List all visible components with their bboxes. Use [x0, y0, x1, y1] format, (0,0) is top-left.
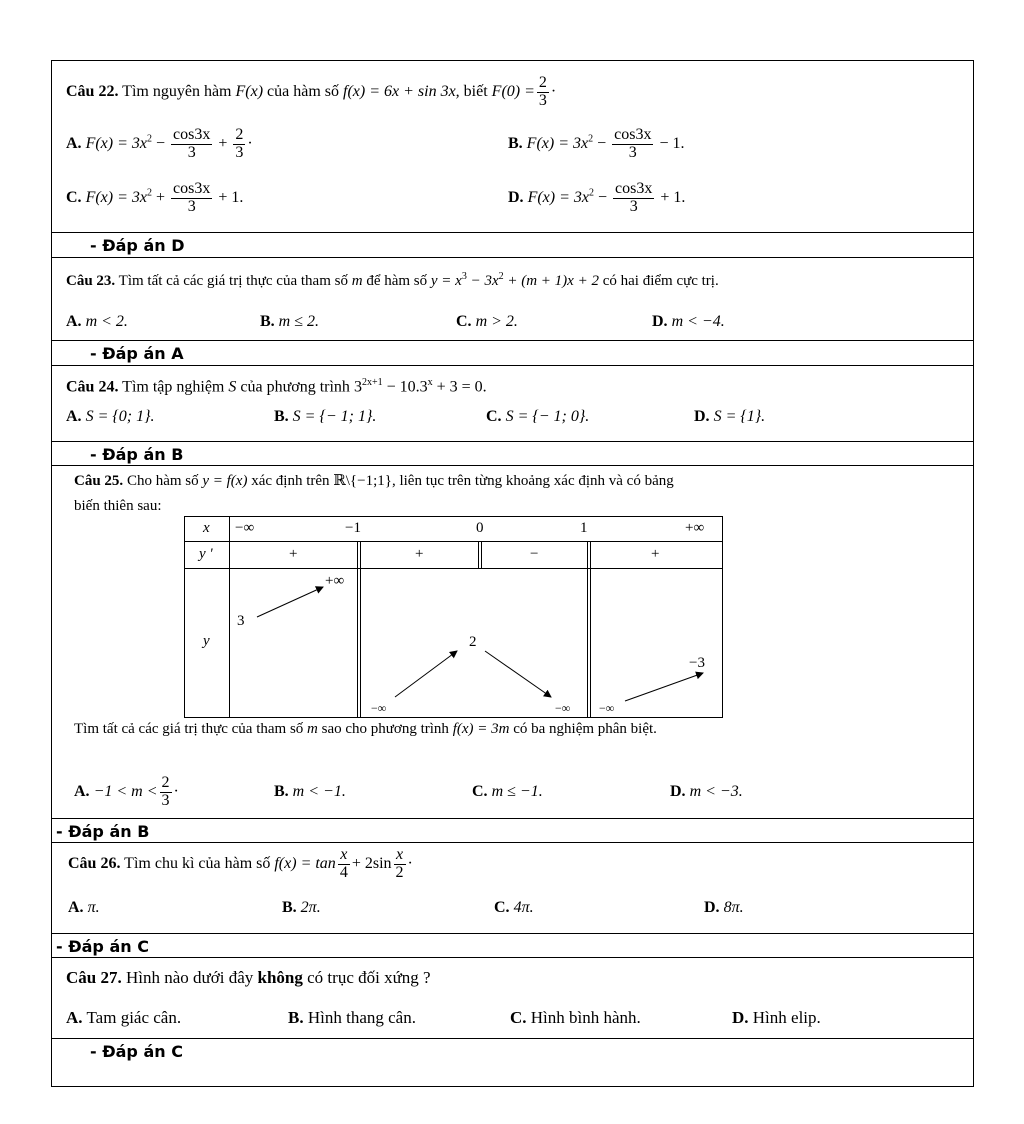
- q26-mid: + 2sin: [351, 854, 392, 872]
- q23-s3: 3: [461, 271, 467, 282]
- q25-c-label: C.: [472, 783, 488, 800]
- q27-answer: - Đáp án C: [90, 1042, 183, 1061]
- q26-frac1: [338, 847, 350, 882]
- q27-c-label: C.: [510, 1008, 527, 1027]
- q22-stem: [66, 75, 556, 110]
- q22-c-fn: cos3x: [173, 180, 211, 197]
- q23-option-a[interactable]: [66, 313, 128, 331]
- q25-question-text: Tìm tất cả các giá trị thực của tham số: [74, 721, 304, 737]
- q23-d-label: D.: [652, 313, 668, 330]
- vt-x-4: +∞: [685, 520, 705, 536]
- q22-a-post: +: [214, 134, 232, 152]
- q22-cond: F(0) =: [491, 82, 535, 100]
- q26-option-d[interactable]: [704, 899, 744, 917]
- q23-label: Câu 23.: [66, 273, 116, 289]
- q22-b-mid: −: [593, 134, 611, 152]
- q25-question3: có ba nghiệm phân biệt.: [513, 721, 657, 737]
- q24-stem: [66, 377, 487, 396]
- q22-b-fd: 3: [628, 143, 637, 161]
- q23-answer: - Đáp án A: [90, 344, 184, 363]
- q23-stem: [66, 271, 719, 290]
- q25-d-label: D.: [670, 783, 686, 800]
- q22-text2: của hàm số: [267, 82, 339, 100]
- q24-eq3: + 3 = 0.: [432, 378, 487, 396]
- q26-option-a[interactable]: [68, 899, 100, 917]
- q26-n2: x: [394, 847, 406, 865]
- q22-a-fn: cos3x: [173, 126, 211, 143]
- q27-option-a[interactable]: [66, 1008, 181, 1028]
- q23-option-c[interactable]: [456, 313, 518, 331]
- q25-domain: ℝ\{−1;1},: [333, 473, 396, 489]
- q22-b-fn: cos3x: [614, 126, 652, 143]
- vt-sign-0: +: [289, 546, 298, 562]
- q25-answer-row: [52, 818, 973, 843]
- q23-m: m: [351, 273, 363, 289]
- exam-sheet: [51, 60, 974, 1087]
- q25-b-label: B.: [274, 783, 289, 800]
- q25-option-c[interactable]: [472, 783, 543, 801]
- q22-label: Câu 22.: [66, 82, 119, 100]
- arrow-up-2: [395, 651, 457, 697]
- q22-cond-num: 2: [538, 74, 547, 91]
- q23-b-label: B.: [260, 313, 275, 330]
- q24-option-c[interactable]: [486, 408, 589, 426]
- q26-frac2: [394, 847, 406, 882]
- q25-option-d[interactable]: [670, 783, 743, 801]
- q27-text1: Hình nào dưới đây: [125, 968, 254, 987]
- q26-option-b[interactable]: [282, 899, 321, 917]
- q24-b-label: B.: [274, 408, 289, 425]
- q27-b-label: B.: [288, 1008, 304, 1027]
- q25-d-val: m < −3.: [689, 783, 743, 800]
- q22-a-frac: [171, 127, 212, 162]
- q27-row-top: [52, 957, 973, 958]
- q27-a-label: A.: [66, 1008, 83, 1027]
- q25-b-val: m < −1.: [292, 783, 346, 800]
- q22-answer: - Đáp án D: [90, 236, 185, 255]
- vt-y-minus3: −3: [689, 655, 705, 671]
- vt-x-0: −∞: [235, 520, 255, 536]
- vt-sign-1: +: [415, 546, 424, 562]
- q27-stem: [66, 968, 431, 988]
- q27-d-val: Hình elip.: [752, 1008, 821, 1027]
- q23-option-b[interactable]: [260, 313, 319, 331]
- vt-y-label: y: [203, 633, 210, 649]
- q25-row-top: [52, 465, 973, 466]
- q23-c-label: C.: [456, 313, 472, 330]
- q27-option-d[interactable]: [732, 1008, 821, 1028]
- q24-row-top: [52, 365, 973, 366]
- q27-a-val: Tam giác cân.: [86, 1008, 182, 1027]
- q23-fn3: + (m + 1)x + 2: [503, 273, 599, 289]
- q22-c-sup: 2: [147, 187, 152, 199]
- q27-option-b[interactable]: [288, 1008, 416, 1028]
- vt-y-minusinf-3: −∞: [599, 701, 615, 715]
- vt-yp-label: y ': [199, 546, 213, 562]
- q23-answer-row: [52, 340, 973, 365]
- q26-d-val: 8π.: [723, 899, 744, 916]
- q25-text3: liên tục trên từng khoảng xác định và có bảng: [399, 473, 674, 489]
- q24-option-a[interactable]: [66, 408, 154, 426]
- q22-a-fd: 3: [187, 143, 196, 161]
- vt-arrows: [185, 517, 722, 717]
- q24-c-val: S = {− 1; 0}.: [505, 408, 590, 425]
- q25-stem: [74, 471, 674, 490]
- q24-option-d[interactable]: [694, 408, 765, 426]
- q22-c-post: + 1.: [214, 188, 244, 206]
- q25-a-end: ·: [173, 782, 179, 800]
- q25-question: [74, 721, 657, 738]
- q22-option-c[interactable]: [66, 181, 243, 216]
- q27-text2: có trục đối xứng ?: [307, 968, 431, 987]
- q24-text: Tìm tập nghiệm: [122, 378, 225, 396]
- q25-question2: sao cho phương trình: [321, 721, 449, 737]
- q25-text4: biến thiên sau:: [74, 498, 162, 514]
- q22-a-pn: 2: [235, 126, 244, 143]
- q22-b-sup: 2: [588, 133, 594, 145]
- q24-exp1: 2x+1: [361, 377, 383, 388]
- arrow-up-3: [625, 673, 703, 701]
- arrow-down: [485, 651, 551, 697]
- q22-a-pd: 3: [235, 143, 244, 161]
- q22-b-label: B.: [508, 134, 523, 152]
- q26-row-top: [52, 842, 973, 843]
- q22-tail: ·: [550, 82, 557, 100]
- q22-d-pre: F(x) = 3x: [527, 188, 589, 206]
- q22-answer-row: [52, 232, 973, 257]
- q22-a-sup: 2: [147, 133, 152, 145]
- q22-Fx: F(x): [235, 82, 264, 100]
- q22-d-frac: [613, 181, 654, 216]
- q22-a-end: ·: [247, 134, 253, 152]
- q22-d-fn: cos3x: [615, 180, 653, 197]
- q24-a-label: A.: [66, 408, 82, 425]
- q22-c-fd: 3: [187, 197, 196, 215]
- q26-pre: f(x) = tan: [274, 854, 336, 872]
- q27-answer-row: [52, 1038, 973, 1086]
- variation-table: [184, 516, 723, 718]
- q23-fn: y = x: [430, 273, 462, 289]
- q26-c-label: C.: [494, 899, 510, 916]
- vt-sign-3: +: [651, 546, 660, 562]
- q25-option-a[interactable]: [74, 775, 179, 810]
- q25-text: Cho hàm số: [126, 473, 199, 489]
- q26-n1: x: [338, 847, 350, 865]
- q22-text1: Tìm nguyên hàm: [122, 82, 232, 100]
- q25-eq: f(x) = 3m: [452, 721, 510, 737]
- q26-b-label: B.: [282, 899, 297, 916]
- q25-a-label: A.: [74, 782, 90, 800]
- q26-d2: 2: [395, 863, 404, 881]
- q23-text3: có hai điểm cực trị.: [602, 273, 719, 289]
- q22-cond-frac: [537, 75, 549, 110]
- q25-answer: - Đáp án B: [56, 822, 150, 841]
- vt-x-1: −1: [345, 520, 361, 536]
- q24-eq1: 3: [353, 378, 362, 396]
- q22-d-sup: 2: [589, 187, 594, 199]
- q22-b-post: − 1.: [655, 134, 685, 152]
- vt-y-minusinf-2: −∞: [555, 701, 571, 715]
- q22-d-mid: −: [594, 188, 612, 206]
- q24-b-val: S = {− 1; 1}.: [292, 408, 377, 425]
- q22-d-fd: 3: [629, 197, 638, 215]
- q22-option-b[interactable]: [508, 127, 685, 162]
- q26-text: Tìm chu kì của hàm số: [124, 854, 271, 872]
- q23-a-label: A.: [66, 313, 82, 330]
- q22-cond-den: 3: [538, 91, 547, 109]
- q22-c-mid: +: [152, 188, 170, 206]
- q26-b-val: 2π.: [300, 899, 321, 916]
- q22-b-frac: [612, 127, 653, 162]
- q26-stem: [68, 847, 413, 882]
- q26-d-label: D.: [704, 899, 720, 916]
- q24-c-label: C.: [486, 408, 502, 425]
- q25-text2: xác định trên: [251, 473, 330, 489]
- q25-option-b[interactable]: [274, 783, 346, 801]
- q26-end: ·: [407, 854, 413, 872]
- vt-y-3: 3: [237, 613, 245, 629]
- q27-option-c[interactable]: [510, 1008, 641, 1028]
- q24-answer: - Đáp án B: [90, 445, 184, 464]
- q27-d-label: D.: [732, 1008, 749, 1027]
- q26-a-val: π.: [87, 899, 100, 916]
- q24-text2: của phương trình: [240, 378, 350, 396]
- q22-a-frac2: [233, 127, 245, 162]
- q24-label: Câu 24.: [66, 378, 119, 396]
- q22-d-label: D.: [508, 188, 524, 206]
- q24-a-val: S = {0; 1}.: [85, 408, 155, 425]
- vt-y-plusinf: +∞: [325, 573, 345, 589]
- q22-option-d[interactable]: [508, 181, 685, 216]
- q26-answer-row: [52, 933, 973, 958]
- q23-s2: 2: [498, 271, 504, 282]
- q24-d-val: S = {1}.: [713, 408, 766, 425]
- vt-y-minusinf-1: −∞: [371, 701, 387, 715]
- vt-y-2: 2: [469, 634, 477, 650]
- q23-a-val: m < 2.: [85, 313, 128, 330]
- q25-a-pre: −1 < m <: [93, 782, 158, 800]
- q26-label: Câu 26.: [68, 854, 121, 872]
- vt-x-2: 0: [476, 520, 484, 536]
- q26-d1: 4: [339, 863, 348, 881]
- q25-label: Câu 25.: [74, 473, 124, 489]
- q25-a-d: 3: [161, 791, 170, 809]
- q26-answer: - Đáp án C: [56, 937, 149, 956]
- q23-text: Tìm tất cả các giá trị thực của tham số: [118, 273, 348, 289]
- q27-b-val: Hình thang cân.: [307, 1008, 416, 1027]
- q25-c-val: m ≤ −1.: [491, 783, 543, 800]
- q23-row-top: [52, 257, 973, 258]
- arrow-up-1: [257, 587, 323, 617]
- q27-c-val: Hình bình hành.: [530, 1008, 641, 1027]
- q26-c-val: 4π.: [513, 899, 534, 916]
- q22-c-frac: [171, 181, 212, 216]
- q22-b-pre: F(x) = 3x: [526, 134, 589, 152]
- q25-a-n: 2: [161, 774, 170, 791]
- vt-x-label: x: [203, 520, 210, 536]
- q22-option-a[interactable]: [66, 127, 253, 162]
- q23-text2: để hàm số: [366, 273, 428, 289]
- q24-S: S: [228, 378, 237, 396]
- q24-d-label: D.: [694, 408, 710, 425]
- q22-fx: f(x) = 6x + sin 3x,: [343, 82, 460, 100]
- q23-fn2: − 3x: [466, 273, 499, 289]
- q23-b-val: m ≤ 2.: [278, 313, 320, 330]
- q24-exp2: x: [427, 377, 433, 388]
- q26-a-label: A.: [68, 899, 84, 916]
- q22-c-label: C.: [66, 188, 82, 206]
- vt-sign-2: −: [530, 546, 539, 562]
- q22-a-mid: −: [152, 134, 170, 152]
- q27-bold: không: [257, 968, 303, 987]
- q24-answer-row: [52, 441, 973, 466]
- q23-option-d[interactable]: [652, 313, 725, 331]
- q22-text3: biết: [463, 82, 488, 100]
- q23-d-val: m < −4.: [671, 313, 725, 330]
- q23-c-val: m > 2.: [475, 313, 518, 330]
- q22-d-post: + 1.: [656, 188, 686, 206]
- q25-a-frac: [160, 775, 172, 810]
- q25-fn: y = f(x): [202, 473, 248, 489]
- vt-x-3: 1: [580, 520, 588, 536]
- q27-label: Câu 27.: [66, 968, 122, 987]
- q22-a-pre: F(x) = 3x: [85, 134, 147, 152]
- q26-option-c[interactable]: [494, 899, 534, 917]
- q22-c-pre: F(x) = 3x: [85, 188, 147, 206]
- q22-a-label: A.: [66, 134, 82, 152]
- q25-m: m: [307, 721, 318, 737]
- q24-option-b[interactable]: [274, 408, 376, 426]
- q24-eq2: − 10.3: [382, 378, 428, 396]
